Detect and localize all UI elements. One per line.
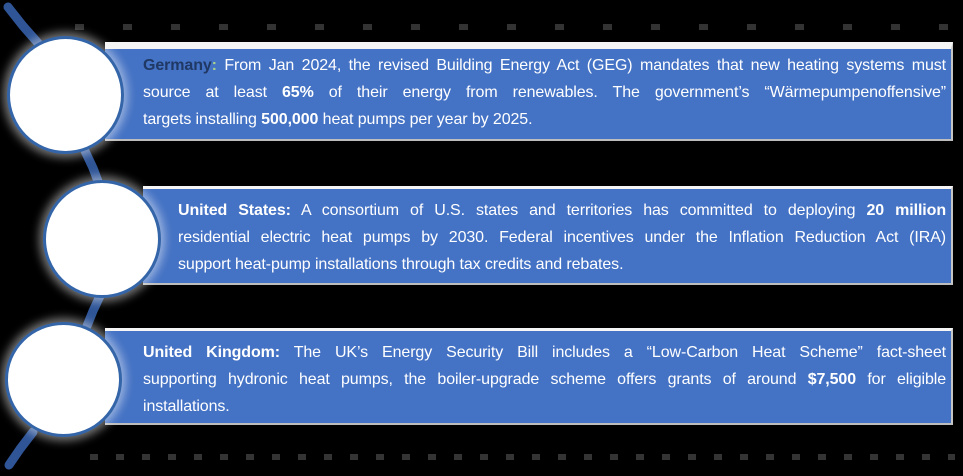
card-text-line: residential electric heat pumps by 2030. Federal incentives under the Inflation Reduction Act (IRA) xyxy=(178,229,946,246)
card-text-line: Germany: From Jan 2024, the revised Building Energy Act (GEG) mandates that new heating systems must xyxy=(143,57,946,74)
connector-line-top xyxy=(8,7,38,43)
connector-line-bottom xyxy=(9,432,33,465)
card-text-line: installations. xyxy=(143,398,230,415)
card-text-line: targets installing 500,000 heat pumps per year by 2025. xyxy=(143,111,533,128)
step-circle-united-states xyxy=(43,180,161,298)
card-text-line: United States: A consortium of U.S. states and territories has committed to deploying 20 million xyxy=(178,202,946,219)
step-circle-germany xyxy=(7,36,124,154)
card-text-line: source at least 65% of their energy from renewables. The government’s “Wärmepumpenoffensive” xyxy=(143,84,947,101)
card-text-line: support heat-pump installations through tax credits and rebates. xyxy=(178,256,624,273)
connector-line-2-3 xyxy=(87,296,100,326)
card-text-line: supporting hydronic heat pumps, the boiler-upgrade scheme offers grants of around $7,500 for eligible xyxy=(143,371,946,388)
step-circle-united-kingdom xyxy=(5,322,122,437)
connector-line-1-2 xyxy=(85,151,99,184)
card-text-line: United Kingdom: The UK’s Energy Security Bill includes a “Low-Carbon Heat Scheme” fact-sheet xyxy=(143,344,946,361)
